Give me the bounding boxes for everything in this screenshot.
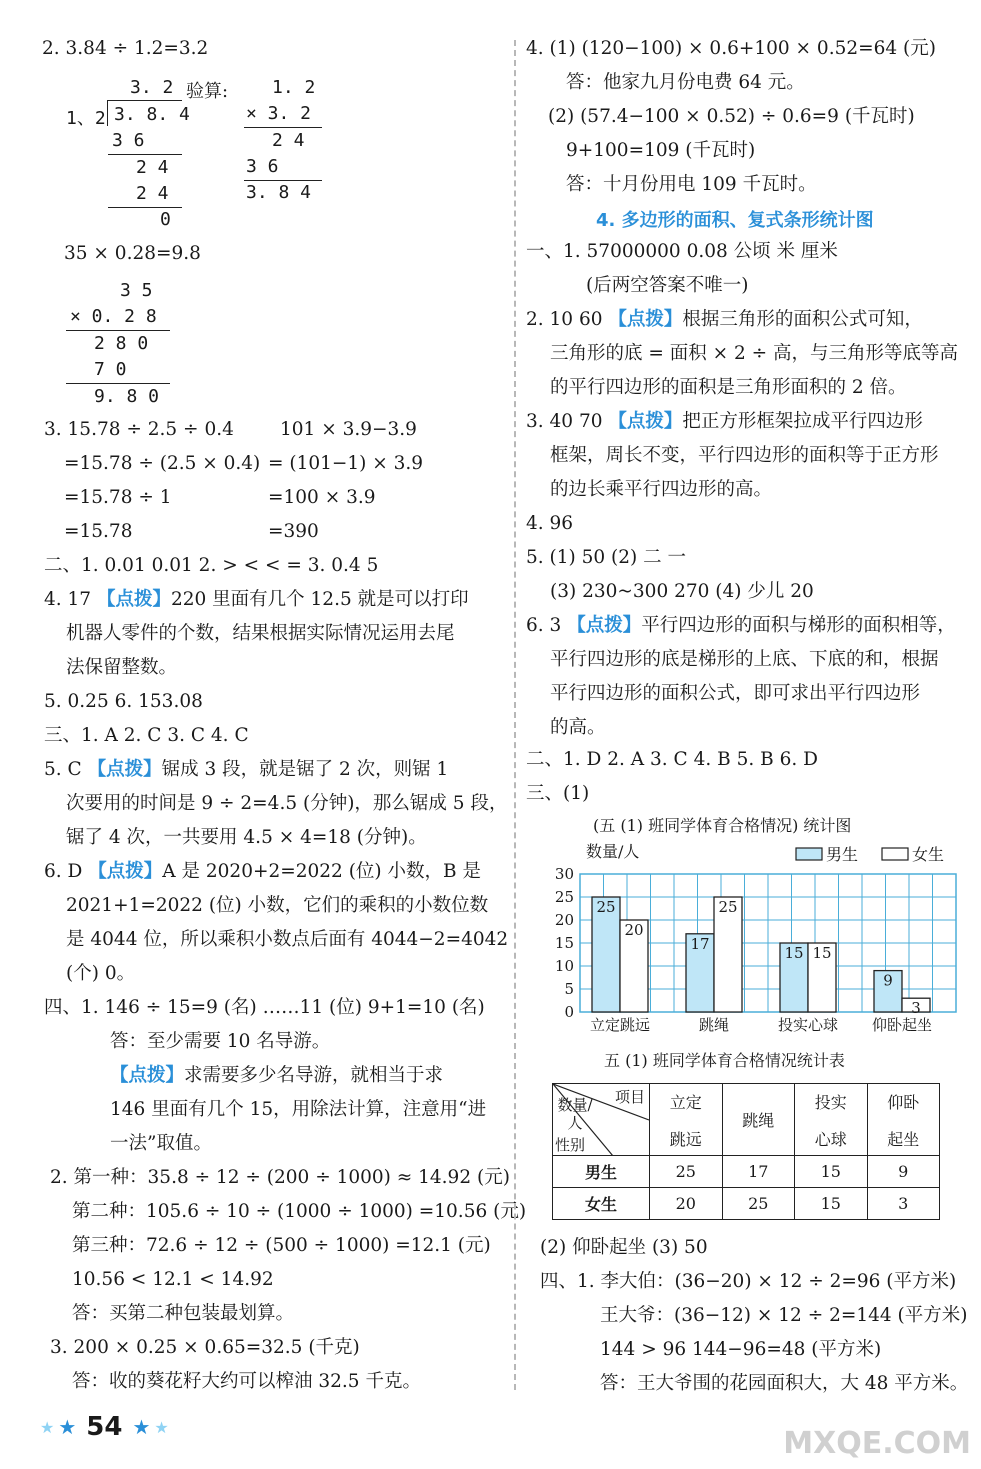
y-tick-label: 0 <box>564 1003 574 1021</box>
calc-b3: =100 × 3.9 <box>268 487 376 508</box>
si1-hint-line1: 【点拨】求需要多少名导游，就相当于求 <box>110 1065 444 1086</box>
y5-line2: (3) 230~300 270 (4) 少儿 20 <box>550 581 814 602</box>
hint-label: 【点拨】 <box>87 759 162 780</box>
mul-row4: 7 0 <box>94 359 127 380</box>
si-right-2: 王大爷：(36−12) × 12 ÷ 2=144 (平方米) <box>600 1305 968 1326</box>
div-row4: 0 <box>160 209 171 230</box>
section-er-right: 二、1. D 2. A 3. C 4. B 5. B 6. D <box>526 749 818 770</box>
q2-line: 2. 3.84 ÷ 1.2=3.2 <box>42 38 209 59</box>
si2-line2: 第二种：105.6 ÷ 10 ÷ (1000 ÷ 1000) =10.56 (元) <box>72 1201 527 1222</box>
hint-label: 【点拨】 <box>110 1065 185 1086</box>
hint-label: 【点拨】 <box>96 589 171 610</box>
page-number-text: 54 <box>86 1412 123 1442</box>
table-corner-cell <box>553 1084 650 1156</box>
y-tick-label: 15 <box>554 934 574 952</box>
mul-row3: 2 8 0 <box>94 333 149 354</box>
data-label: 9 <box>883 971 893 990</box>
si2-line3: 第三种：72.6 ÷ 12 ÷ (500 ÷ 1000) =12.1 (元) <box>72 1235 491 1256</box>
y3-line1: 3. 40 70 【点拨】把正方形框架拉成平行四边形 <box>526 411 923 432</box>
y-tick-label: 30 <box>554 865 574 883</box>
y2-line3: 的平行四边形的面积是三角形面积的 2 倍。 <box>550 377 907 398</box>
q4-line1: 4. 17 【点拨】220 里面有几个 12.5 就是可以打印 <box>44 589 469 610</box>
si3-line: 3. 200 × 0.25 × 0.65=32.5 (千克) <box>50 1337 360 1358</box>
col-header-4: 仰卧 起坐 <box>867 1084 940 1156</box>
star-icon: ★ <box>40 1417 55 1437</box>
y-tick-label: 10 <box>554 957 574 975</box>
check-row5: 3. 8 4 <box>246 182 312 203</box>
div-row1: 3 6 <box>112 130 145 151</box>
q6-line3: 是 4044 位，所以乘积小数点后面有 4044−2=4042 <box>66 929 509 950</box>
si-right-3: 144 > 96 144−96=48 (平方米) <box>600 1339 882 1360</box>
hint-label: 【点拨】 <box>608 411 683 432</box>
bar-chart <box>548 836 968 1036</box>
calc-a1: 3. 15.78 ÷ 2.5 ÷ 0.4 <box>44 419 234 440</box>
chart-ylabel: 数量/人 <box>586 842 640 861</box>
calc-a4: =15.78 <box>64 521 133 542</box>
legend-swatch <box>882 848 908 860</box>
si2-line1: 2. 第一种：35.8 ÷ 12 ÷ (200 ÷ 1000) ≈ 14.92 (元) <box>50 1167 510 1188</box>
corner-item: 项目 <box>614 1088 645 1106</box>
div-dividend: 3. 8. 4 <box>114 104 190 125</box>
si1-answer: 答：至少需要 10 名导游。 <box>110 1031 331 1052</box>
r4-q2: (2) (57.4−100 × 0.52) ÷ 0.6=9 (千瓦时) <box>548 106 915 127</box>
si-right-1: 四、1. 李大伯：(36−20) × 12 ÷ 2=96 (平方米) <box>540 1271 957 1292</box>
data-label: 17 <box>690 934 710 953</box>
q5-line1: 5. C 【点拨】锯成 3 段，就是锯了 2 次，则锯 1 <box>44 759 449 780</box>
q6-line4: (个) 0。 <box>66 963 136 984</box>
y4-line: 4. 96 <box>526 513 574 534</box>
data-label: 20 <box>624 921 644 939</box>
r4-q1: 4. (1) (120−100) × 0.6+100 × 0.52=64 (元) <box>526 38 936 59</box>
section-er: 二、1. 0.01 0.01 2. > < < = 3. 0.4 5 <box>44 555 379 576</box>
check-row2: × 3. 2 <box>246 103 312 124</box>
q5-line3: 锯了 4 次，一共要用 4.5 × 4=18 (分钟)。 <box>66 827 427 848</box>
si2-answer: 答：买第二种包装最划算。 <box>72 1303 295 1324</box>
data-label: 25 <box>718 898 738 916</box>
category-label: 跳绳 <box>698 1016 730 1034</box>
legend-label: 女生 <box>912 845 945 864</box>
si2-line4: 10.56 < 12.1 < 14.92 <box>72 1269 274 1290</box>
star-icon: ★ <box>58 1415 77 1439</box>
y5-line1: 5. (1) 50 (2) 二 一 <box>526 547 687 568</box>
section-san-right: 三、(1) <box>526 783 590 804</box>
table-row-male: 男生 25 17 15 9 <box>553 1156 940 1188</box>
y-tick-label: 20 <box>554 911 574 929</box>
table-row-female: 女生 20 25 15 3 <box>553 1188 940 1220</box>
y3-line2: 框架，周长不变，平行四边形的面积等于正方形 <box>550 445 939 466</box>
y-tick-label: 5 <box>564 980 574 998</box>
y1-note: (后两空答案不唯一) <box>586 275 749 296</box>
y6-line2: 平行四边形的底是梯形的上底、下底的和，根据 <box>550 649 939 670</box>
col-header-1: 立定 跳远 <box>650 1084 723 1156</box>
corner-count: 数量/人 <box>557 1096 593 1132</box>
si3-answer: 答：收的葵花籽大约可以榨油 32.5 千克。 <box>72 1371 421 1392</box>
watermark-logo: MXQE.COM <box>783 1426 971 1461</box>
column-divider <box>514 40 516 1390</box>
corner-gender: 性别 <box>555 1136 586 1154</box>
mul-line: 35 × 0.28=9.8 <box>64 243 201 264</box>
calc-b4: =390 <box>268 521 319 542</box>
star-icon: ★ <box>154 1417 169 1437</box>
data-label: 3 <box>911 999 921 1018</box>
si1-hint-line2: 146 里面有几个 15，用除法计算，注意用“进 <box>110 1099 487 1120</box>
q6-line2: 2021+1=2022 (位) 小数，它们的乘积的小数位数 <box>66 895 489 916</box>
si-right-4: 答：王大爷围的花园面积大，大 48 平方米。 <box>600 1373 969 1394</box>
table-title: 五 (1) 班同学体育合格情况统计表 <box>604 1051 845 1070</box>
calc-a3: =15.78 ÷ 1 <box>64 487 172 508</box>
r4-ans2: 答：十月份用电 109 千瓦时。 <box>566 174 817 195</box>
q5-line2: 次要用的时间是 9 ÷ 2=4.5 (分钟)，那么锯成 5 段， <box>66 793 508 814</box>
category-label: 仰卧起坐 <box>871 1016 933 1034</box>
check-row1: 1. 2 <box>272 77 316 98</box>
category-label: 立定跳远 <box>589 1016 651 1034</box>
calc-a2: =15.78 ÷ (2.5 × 0.4) <box>64 453 261 474</box>
col-header-3: 投实 心球 <box>795 1084 868 1156</box>
section-san: 三、1. A 2. C 3. C 4. C <box>44 725 249 746</box>
data-label: 15 <box>784 944 804 962</box>
legend-swatch <box>796 848 822 860</box>
y1-line: 一、1. 57000000 0.08 公顷 米 厘米 <box>526 241 838 262</box>
data-label: 25 <box>596 898 616 916</box>
mul-row1: 3 5 <box>120 280 153 301</box>
section-title: 4. 多边形的面积、复式条形统计图 <box>596 210 874 231</box>
san2-line: (2) 仰卧起坐 (3) 50 <box>540 1237 708 1258</box>
data-label: 15 <box>812 944 832 962</box>
q6-line1: 6. D 【点拨】A 是 2020+2=2022 (位) 小数，B 是 <box>44 861 481 882</box>
y2-line2: 三角形的底 = 面积 × 2 ÷ 高，与三角形等底等高 <box>550 343 959 364</box>
y6-line1: 6. 3 【点拨】平行四边形的面积与梯形的面积相等， <box>526 615 956 636</box>
y6-line4: 的高。 <box>550 717 606 738</box>
hint-label: 【点拨】 <box>567 615 642 636</box>
y-tick-label: 25 <box>554 888 574 906</box>
q4-line2: 机器人零件的个数，结果根据实际情况运用去尾 <box>66 623 455 644</box>
q56-line: 5. 0.25 6. 153.08 <box>44 691 203 712</box>
hint-label: 【点拨】 <box>608 309 683 330</box>
check-label: 验算: <box>186 81 229 102</box>
div-row2: 2 4 <box>136 157 169 178</box>
chart-title: (五 (1) 班同学体育合格情况) 统计图 <box>593 816 852 835</box>
y2-line1: 2. 10 60 【点拨】根据三角形的面积公式可知， <box>526 309 923 330</box>
hint-label: 【点拨】 <box>88 861 163 882</box>
page-number <box>40 1412 169 1442</box>
mul-row2: × 0. 2 8 <box>70 306 157 327</box>
y6-line3: 平行四边形的面积公式，即可求出平行四边形 <box>550 683 921 704</box>
si1-hint-line3: 一法”取值。 <box>110 1133 212 1154</box>
div-row3: 2 4 <box>136 183 169 204</box>
calc-b2: = (101−1) × 3.9 <box>268 453 424 474</box>
y3-line3: 的边长乘平行四边形的高。 <box>550 479 773 500</box>
category-label: 投实心球 <box>777 1016 839 1034</box>
check-row4: 3 6 <box>246 156 279 177</box>
star-icon: ★ <box>132 1415 151 1439</box>
div-divisor: 1、2 <box>66 108 106 129</box>
div-quotient: 3. 2 <box>130 77 174 98</box>
stats-table <box>552 1083 940 1220</box>
col-header-2: 跳绳 <box>722 1084 795 1156</box>
calc-b1: 101 × 3.9−3.9 <box>280 419 417 440</box>
r4-q2b: 9+100=109 (千瓦时) <box>566 140 756 161</box>
section-si-q1: 四、1. 146 ÷ 15=9 (名) ……11 (位) 9+1=10 (名) <box>44 997 485 1018</box>
check-row3: 2 4 <box>272 130 305 151</box>
mul-row5: 9. 8 0 <box>94 386 160 407</box>
legend-label: 男生 <box>826 845 859 864</box>
q4-line3: 法保留整数。 <box>66 657 178 678</box>
r4-ans1: 答：他家九月份电费 64 元。 <box>566 72 805 93</box>
